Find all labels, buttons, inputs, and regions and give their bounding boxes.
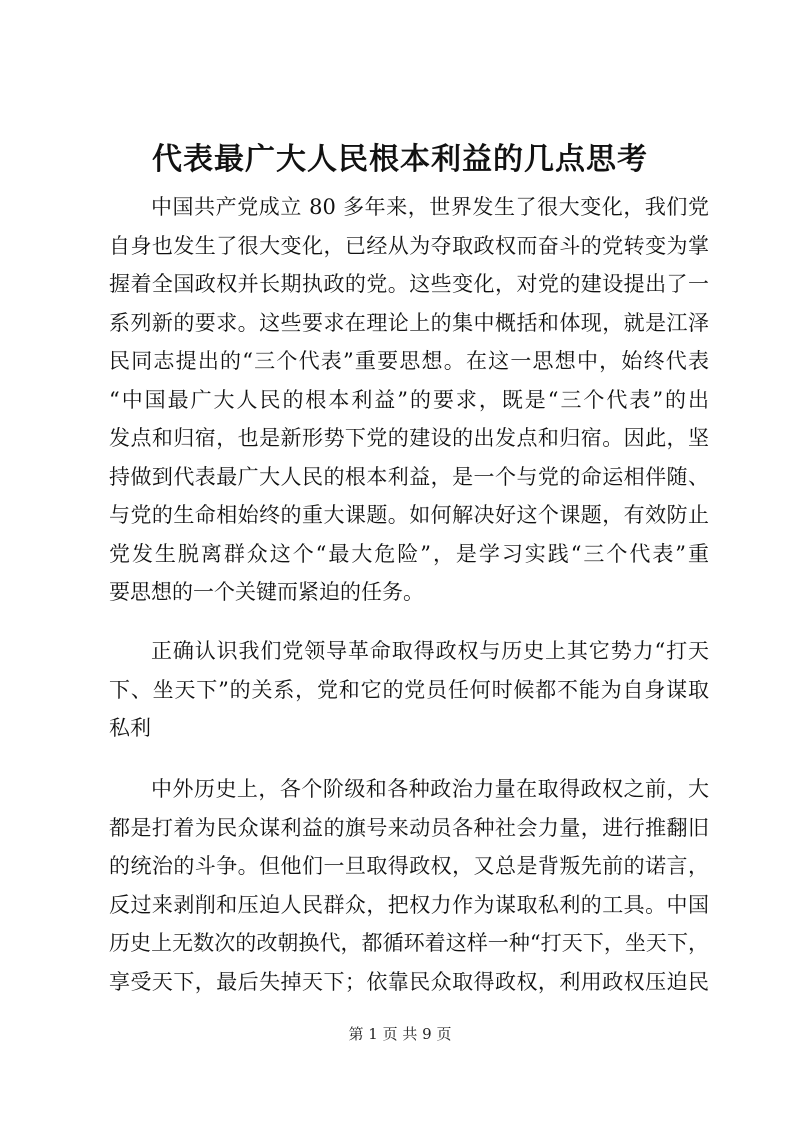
- paragraph-line: 要思想的一个关键而紧迫的任务。: [109, 580, 424, 604]
- paragraph-line: 下、坐天下”的关系，党和它的党员任何时候都不能为自身谋取: [109, 677, 709, 702]
- paragraph-line: 历史上无数次的改朝换代，都循环着这样一种“打天下，坐天下，: [109, 931, 709, 955]
- paragraph-line: 私利: [109, 716, 151, 740]
- paragraph-line: “中国最广大人民的根本利益”的要求，既是“三个代表”的出: [109, 387, 709, 412]
- paragraph-line: 持做到代表最广大人民的根本利益，是一个与党的命运相伴随、: [109, 464, 709, 489]
- paragraph-line: 发点和归宿，也是新形势下党的建设的出发点和归宿。因此，坚: [109, 426, 709, 450]
- paragraph-1: [109, 188, 709, 612]
- paragraph-line: 系列新的要求。这些要求在理论上的集中概括和体现，就是江泽: [109, 310, 709, 335]
- paragraph-3: [109, 770, 709, 1001]
- paragraph-line: 自身也发生了很大变化，已经从为夺取政权而奋斗的党转变为掌: [109, 233, 709, 258]
- paragraph-2: [109, 632, 709, 748]
- paragraph-line: 中国共产党成立 80 多年来，世界发生了很大变化，我们党: [151, 195, 709, 219]
- paragraph-line: 正确认识我们党领导革命取得政权与历史上其它势力“打天: [151, 639, 709, 663]
- page-number-footer: 第 1 页 共 9 页: [348, 1025, 452, 1043]
- paragraph-line: 与党的生命相始终的重大课题。如何解决好这个课题，有效防止: [109, 503, 709, 527]
- paragraph-line: 反过来剥削和压迫人民群众，把权力作为谋取私利的工具。中国: [109, 892, 709, 917]
- paragraph-line: 民同志提出的“三个代表”重要思想。在这一思想中，始终代表: [109, 349, 709, 373]
- paragraph-line: 的统治的斗争。但他们一旦取得政权，又总是背叛先前的诺言，: [109, 854, 709, 878]
- paragraph-line: 享受天下，最后失掉天下；依靠民众取得政权，利用政权压迫民: [109, 969, 709, 994]
- document-title: 代表最广大人民根本利益的几点思考: [152, 142, 648, 177]
- paragraph-line: 中外历史上，各个阶级和各种政治力量在取得政权之前，大: [151, 777, 709, 801]
- paragraph-line: 都是打着为民众谋利益的旗号来动员各种社会力量，进行推翻旧: [109, 815, 709, 840]
- paragraph-line: 党发生脱离群众这个“最大危险”，是学习实践“三个代表”重: [109, 541, 709, 566]
- paragraph-line: 握着全国政权并长期执政的党。这些变化，对党的建设提出了一: [109, 272, 709, 296]
